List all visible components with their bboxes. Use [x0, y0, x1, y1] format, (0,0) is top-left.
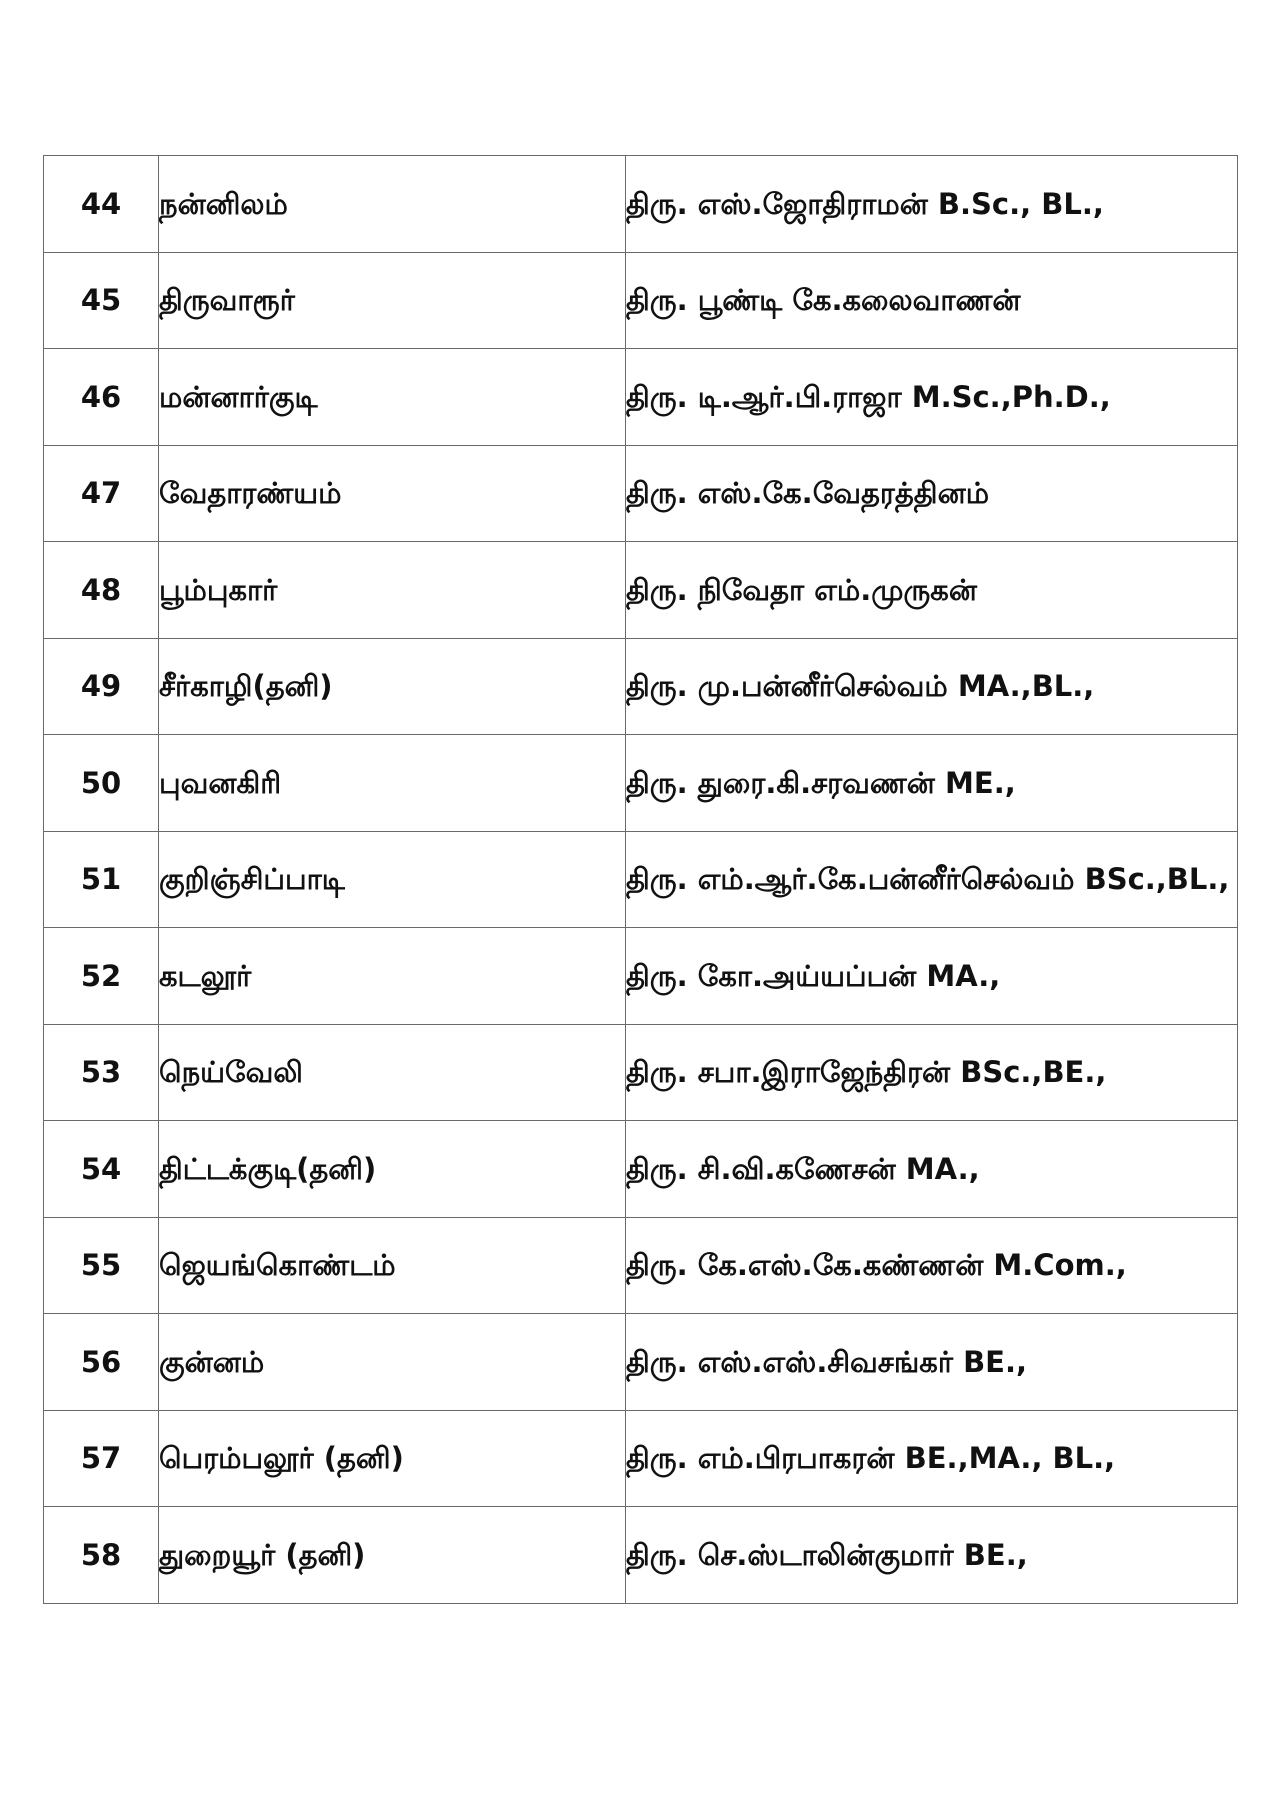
table-row — [44, 831, 1238, 928]
serial-number: 44 — [44, 156, 159, 253]
serial-number: 46 — [44, 349, 159, 446]
constituency-name: சீர்காழி(தனி) — [159, 638, 626, 735]
candidate-name: திரு. துரை.கி.சரவணன் ME., — [626, 735, 1238, 832]
constituency-name: பெரம்பலூர் (தனி) — [159, 1410, 626, 1507]
candidate-name: திரு. கோ.அய்யப்பன் MA., — [626, 928, 1238, 1025]
table-row — [44, 735, 1238, 832]
candidate-name: திரு. சபா.இராஜேந்திரன் BSc.,BE., — [626, 1024, 1238, 1121]
table-row — [44, 1507, 1238, 1604]
serial-number: 56 — [44, 1314, 159, 1411]
constituency-name: குன்னம் — [159, 1314, 626, 1411]
candidate-name: திரு. மு.பன்னீர்செல்வம் MA.,BL., — [626, 638, 1238, 735]
candidate-list-page — [43, 155, 1237, 1604]
table-row — [44, 252, 1238, 349]
serial-number: 55 — [44, 1217, 159, 1314]
candidate-name: திரு. கே.எஸ்.கே.கண்ணன் M.Com., — [626, 1217, 1238, 1314]
constituency-name: நெய்வேலி — [159, 1024, 626, 1121]
constituency-name: ஜெயங்கொண்டம் — [159, 1217, 626, 1314]
candidate-name: திரு. பூண்டி கே.கலைவாணன் — [626, 252, 1238, 349]
constituency-name: திருவாரூர் — [159, 252, 626, 349]
serial-number: 48 — [44, 542, 159, 639]
candidate-table — [43, 155, 1238, 1604]
table-row — [44, 1217, 1238, 1314]
serial-number: 47 — [44, 445, 159, 542]
table-row — [44, 1314, 1238, 1411]
table-row — [44, 156, 1238, 253]
table-row — [44, 1024, 1238, 1121]
serial-number: 52 — [44, 928, 159, 1025]
constituency-name: நன்னிலம் — [159, 156, 626, 253]
constituency-name: பூம்புகார் — [159, 542, 626, 639]
table-row — [44, 349, 1238, 446]
constituency-name: புவனகிரி — [159, 735, 626, 832]
serial-number: 49 — [44, 638, 159, 735]
table-row — [44, 1121, 1238, 1218]
candidate-name: திரு. எம்.பிரபாகரன் BE.,MA., BL., — [626, 1410, 1238, 1507]
candidate-name: திரு. எஸ்.எஸ்.சிவசங்கர் BE., — [626, 1314, 1238, 1411]
table-row — [44, 542, 1238, 639]
table-row — [44, 1410, 1238, 1507]
table-row — [44, 638, 1238, 735]
candidate-name: திரு. செ.ஸ்டாலின்குமார் BE., — [626, 1507, 1238, 1604]
table-row — [44, 445, 1238, 542]
constituency-name: குறிஞ்சிப்பாடி — [159, 831, 626, 928]
constituency-name: மன்னார்குடி — [159, 349, 626, 446]
candidate-name: திரு. எஸ்.ஜோதிராமன் B.Sc., BL., — [626, 156, 1238, 253]
candidate-name: திரு. எஸ்.கே.வேதரத்தினம் — [626, 445, 1238, 542]
serial-number: 50 — [44, 735, 159, 832]
serial-number: 53 — [44, 1024, 159, 1121]
constituency-name: கடலூர் — [159, 928, 626, 1025]
candidate-name: திரு. சி.வி.கணேசன் MA., — [626, 1121, 1238, 1218]
candidate-name: திரு. நிவேதா எம்.முருகன் — [626, 542, 1238, 639]
candidate-table-body — [44, 156, 1238, 1604]
serial-number: 57 — [44, 1410, 159, 1507]
serial-number: 58 — [44, 1507, 159, 1604]
serial-number: 45 — [44, 252, 159, 349]
serial-number: 54 — [44, 1121, 159, 1218]
candidate-name: திரு. டி.ஆர்.பி.ராஜா M.Sc.,Ph.D., — [626, 349, 1238, 446]
constituency-name: துறையூர் (தனி) — [159, 1507, 626, 1604]
constituency-name: வேதாரண்யம் — [159, 445, 626, 542]
constituency-name: திட்டக்குடி(தனி) — [159, 1121, 626, 1218]
serial-number: 51 — [44, 831, 159, 928]
table-row — [44, 928, 1238, 1025]
candidate-name: திரு. எம்.ஆர்.கே.பன்னீர்செல்வம் BSc.,BL., — [626, 831, 1238, 928]
